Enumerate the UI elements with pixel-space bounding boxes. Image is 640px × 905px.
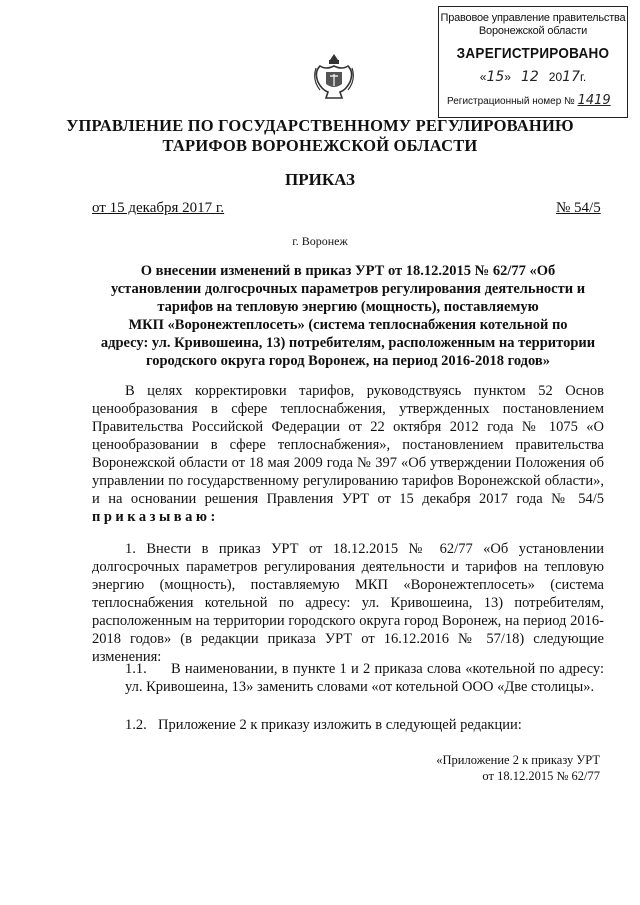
title-line-4: МКП «Воронежтеплосеть» (система теплоснабжения котельной по — [128, 317, 568, 333]
stamp-reg-number: 1419 — [577, 93, 611, 108]
item-1: 1. Внести в приказ УРТ от 18.12.2015 № 62/77 «Об установлении долгосрочных параметров регулирования деятельности и тарифов на тепловую энергию (мощность), поставляемую МКП «Воронежтеплосеть» (система теплоснабжения котельной по адресу: ул. Кривошеина, 13) потребителям, расположенным на территории городского округа город Воронеж, на период 2016-2018 годов» (в редакции приказа УРТ от 16.12.2016 № 57/18) следующие изменения: — [92, 541, 604, 665]
stamp-registered: ЗАРЕГИСТРИРОВАНО — [456, 45, 610, 62]
stamp-date-day: 15 — [486, 69, 505, 85]
prikazyvayu: приказываю: — [92, 509, 219, 525]
item-1-1 — [125, 660, 604, 696]
coat-of-arms-icon — [312, 52, 356, 104]
item-1-1-text: В наименовании, в пункте 1 и 2 приказа слова «котельной по адресу: ул. Кривошеина, 13» заменить словами «от котельной ООО «Две столицы». — [125, 661, 604, 695]
stamp-org-line2: Воронежской области — [478, 25, 588, 37]
header-line1: УПРАВЛЕНИЕ ПО ГОСУДАРСТВЕННОМУ РЕГУЛИРОВАНИЮ — [66, 116, 574, 135]
doc-number: № 54/5 — [556, 200, 601, 216]
item-1-2-text: Приложение 2 к приказу изложить в следующей редакции: — [158, 717, 522, 733]
doc-city: г. Воронеж — [292, 234, 348, 248]
registration-stamp — [438, 6, 628, 118]
title-line-6: городского округа город Воронеж, на период 2016-2018 годов» — [145, 353, 550, 369]
header-line2: ТАРИФОВ ВОРОНЕЖСКОЙ ОБЛАСТИ — [162, 136, 478, 155]
stamp-reg-label: Регистрационный номер № — [447, 96, 575, 107]
preamble-text: В целях корректировки тарифов, руководствуясь пунктом 52 Основ ценообразования в сфере теплоснабжения, утвержденных постановлением Правительства Российской Федерации от 22 октября 2012 года № 1075 «О ценообразовании в сфере теплоснабжения», постановлением правительства Воронежской области от 18 мая 2009 года № 397 «Об утверждении Положения об управлении по государственному регулированию тарифов Воронежской области», и на основании решения Правления УРТ от 15 декабря 2017 года № 54/5 — [92, 383, 604, 507]
item-1-1-number: 1.1. — [125, 661, 147, 677]
preamble-paragraph — [92, 382, 604, 526]
item-1-2-number: 1.2. — [125, 717, 147, 733]
appendix-line2: от 18.12.2015 № 62/77 — [482, 769, 600, 783]
title-line-1: О внесении изменений в приказ УРТ от 18.12.2015 № 62/77 «Об — [140, 263, 556, 279]
doc-date: от 15 декабря 2017 г. — [92, 200, 225, 216]
stamp-date-year-suffix: 17 — [562, 69, 580, 85]
doc-type: ПРИКАЗ — [285, 170, 355, 189]
stamp-org-line1: Правовое управление правительства — [440, 12, 626, 24]
title-line-2: установлении долгосрочных параметров регулирования деятельности и — [110, 281, 586, 297]
title-line-3: тарифов на тепловую энергию (мощность), поставляемую — [157, 299, 539, 315]
stamp-date-year-prefix: 20 — [548, 70, 563, 84]
item-1-2 — [125, 716, 604, 734]
appendix-line1: «Приложение 2 к приказу УРТ — [436, 753, 600, 767]
stamp-date: «15» 12 2017г. — [479, 69, 587, 85]
title-line-5: адресу: ул. Кривошеина, 13) потребителям, расположенным на территории — [100, 335, 596, 351]
stamp-date-month: 12 — [520, 69, 539, 85]
stamp-reg-number-row — [439, 93, 627, 108]
